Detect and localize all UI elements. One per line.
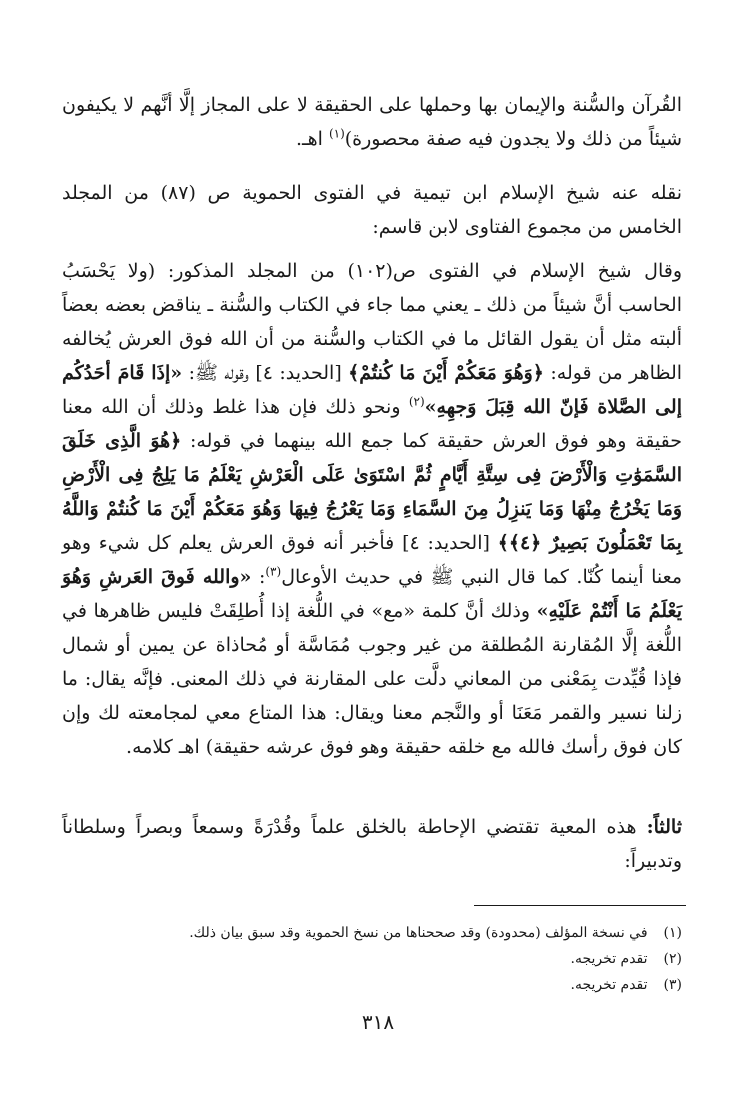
paragraph-source — [62, 176, 682, 244]
text-segment: فأخبر أنه فوق العرش يعلم كل شيء وهو معنا أينما كُنّا. كما قال النبي ﷺ في حديث الأوعال — [62, 532, 682, 588]
text-segment: : — [251, 566, 266, 588]
point-heading: ثالثاً: — [646, 816, 682, 838]
footnote-number: (٣) — [663, 977, 682, 993]
footnote-3 — [62, 972, 682, 998]
footnotes — [62, 920, 682, 998]
footnote-1 — [62, 920, 682, 946]
verse-reference: [الحديد: ٤] — [394, 532, 498, 554]
footnote-text: في نسخة المؤلف (محدودة) وقد صححناها من نسخ الحموية وقد سبق بيان ذلك. — [189, 925, 648, 941]
quran-verse: ﴿وَهُوَ مَعَكُمْ أَيْنَ مَا كُنتُمْ﴾ — [348, 362, 544, 384]
text-segment: ونحو ذلك فإن هذا غلط وذلك أن الله معنا حقيقة وهو فوق العرش حقيقة كما جمع الله بينهما في قوله: — [62, 396, 682, 452]
page-number: ٣١٨ — [361, 1010, 395, 1034]
text-segment: وقوله ﷺ: — [182, 362, 249, 384]
paragraph-text: هذه المعية تقتضي الإحاطة بالخلق علماً وقُدْرَةً وسمعاً وبصراً وسلطاناً وتدبيراً: — [62, 816, 682, 872]
footnote-divider — [474, 905, 686, 906]
paragraph-third-point — [62, 810, 682, 878]
footnote-text: تقدم تخريجه. — [570, 951, 648, 967]
hadith-quote: «والله فَوقَ العَرشِ وَهُوَ يَعْلَمُ مَا أَنْتُمْ عَلَيْهِ» — [62, 566, 682, 622]
text-segment: وذلك أنَّ كلمة «مع» في اللُّغة إذا أُطلِقَتْ فليس ظاهرها في اللُّغة إلَّا المُقارنة المُطلقة من غير وجوب مُمَاسَّة أو مُحاذاة عن يمين أو شمال فإذا قُيِّدت بِمَعْنى من المعاني دلَّت على المقارنة في ذلك المعنى. فإنَّه يقال: ما زلنا نسير والقمر مَعَنَا أو والنَّجم معنا ويقال: هذا المتاع معي لمجامعته لك وإن كان فوق رأسك فالله مع خلقه حقيقة وهو فوق عرشه حقيقة) اهـ كلامه. — [62, 600, 682, 758]
footnote-number: (٢) — [663, 951, 682, 967]
footnote-ref-3: (٣) — [265, 564, 282, 579]
paragraph-text: نقله عنه شيخ الإسلام ابن تيمية في الفتوى الحموية ص (٨٧) من المجلد الخامس من مجموع الفتاوى لابن قاسم: — [62, 182, 682, 238]
paragraph-text: القُرآن والسُّنة والإيمان بها وحملها على الحقيقة لا على المجاز إلَّا أنَّهم لا يكيفون شيئاً من ذلك ولا يجدون فيه صفة محصورة) — [62, 94, 682, 150]
paragraph-quote-end — [62, 88, 682, 156]
footnote-ref-1: (١) — [328, 126, 345, 141]
text-segment: وقال شيخ الإسلام في الفتوى ص(١٠٢) من المجلد المذكور: (ولا يَحْسَبُ الحاسب أنَّ شيئاً من ذلك ـ يعني مما جاء في الكتاب والسُّنة ـ يناقض بعضه بعضاً ألبته مثل أن يقول القائل ما في الكتاب والسُّنة من أن الله فوق العرش يُخالفه الظاهر من قوله: — [62, 260, 683, 384]
footnote-text: تقدم تخريجه. — [570, 977, 648, 993]
hadith-quote: «إذَا قَامَ أحَدُكُم إلى الصَّلاة فَإنّ الله قِبَلَ وَجهِهِ» — [62, 362, 682, 418]
paragraph-main-quote — [62, 254, 682, 764]
footnote-ref-2: (٢) — [408, 394, 425, 409]
paragraph-text-end: اهـ. — [295, 128, 329, 150]
verse-reference: [الحديد: ٤] — [248, 362, 349, 384]
quran-verse: ﴿هُوَ الَّذِى خَلَقَ السَّمَوَٰتِ وَالْأَرْضَ فِى سِتَّةِ أَيَّامٍ ثُمَّ اسْتَوَىٰ عَلَى الْعَرْشِ يَعْلَمُ مَا يَلِجُ فِى الْأَرْضِ وَمَا يَخْرُجُ مِنْهَا وَمَا يَنزِلُ مِنَ السَّمَاءِ وَمَا يَعْرُجُ فِيهَا وَهُوَ مَعَكُمْ أَيْنَ مَا كُنتُمْ وَاللَّهُ بِمَا تَعْمَلُونَ بَصِيرٌ ﴿٤﴾﴾ — [62, 430, 682, 554]
footnote-2 — [62, 946, 682, 972]
footnote-number: (١) — [663, 925, 682, 941]
